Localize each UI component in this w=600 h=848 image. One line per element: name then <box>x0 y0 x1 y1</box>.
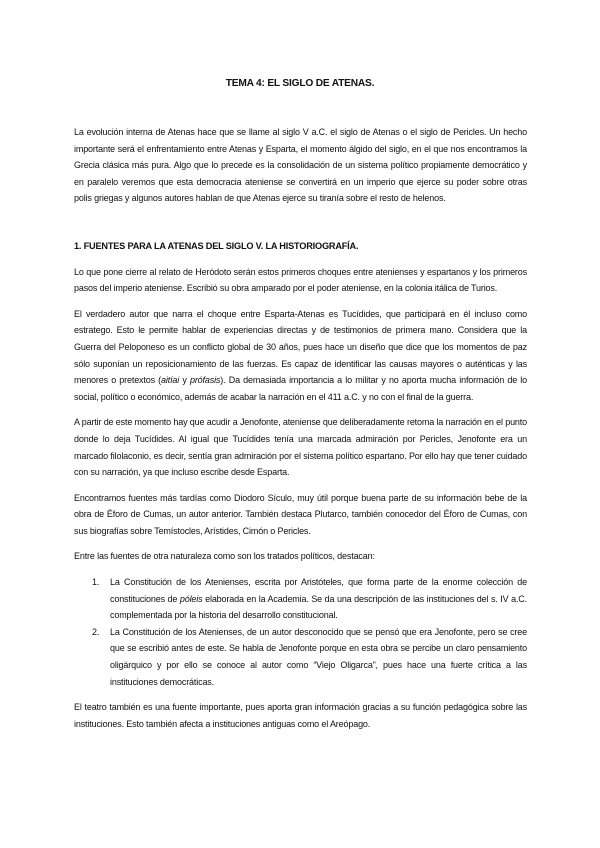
paragraph-jenofonte: A partir de este momento hay que acudir a Jenofonte, ateniense que deliberadamente retoma la narración en el punto donde lo deja Tucídides. Al igual que Tucídides tenía una marcada admiración por Pericles, Jenofonte era un marcado filolaconio, es decir, sentía gran admiración por el sistema político espartano. Por ello hay que tener cuidado con su narración, ya que incluso escribe desde Esparta. <box>74 417 527 478</box>
term-aitiai: aitíai <box>161 375 180 386</box>
paragraph-herodoto: Lo que pone cierre al relato de Heródoto serán estos primeros choques entre atenienses y espartanos y los primeros pasos del imperio ateniense. Escribió su obra amparado por el poder ateniense, en la colonia itálica de Turios. <box>74 266 527 294</box>
paragraph-diodoro: Encontramos fuentes más tardías como Diodoro Sículo, muy útil porque buena parte de su información bebe de la obra de Éforo de Cumas, un autor anterior. También destaca Plutarco, también conocedor del Éforo de Cumas, con sus biografías sobre Temístocles, Arístides, Cimón o Pericles. <box>74 492 527 536</box>
list-item <box>74 574 527 624</box>
paragraph-teatro: El teatro también es una fuente importante, pues aporta gran información gracias a su función pedagógica sobre las instituciones. Esto también afecta a instituciones antiguas como el Areópago. <box>74 702 527 729</box>
list-item <box>74 624 527 690</box>
term-poleis: póleis <box>179 593 203 604</box>
paragraph-text: y <box>179 375 190 386</box>
document-body <box>74 124 527 741</box>
paragraph-text: El verdadero autor que narra el choque entre Esparta-Atenas es Tucídides, que participará en él incluso como estratego. Esto le permite hablar de experiencias directas y de testimonios de primera mano. Considera que la Guerra del Peloponeso es un conflicto global de 30 años, pues hace un diseño que dice que los momentos de paz sólo suponían un reposicionamiento de las fuerzas. Es capaz de identificar las causas mayores o auténticas y las menores o pretextos ( <box>74 308 527 386</box>
list-number: 2. <box>92 626 100 637</box>
list-item-text: La Constitución de los Atenienses, de un autor desconocido que se pensó que era Jenofonte, pero se cree que se escribió antes de este. Se habla de Jenofonte porque en esta obra se percibe un claro pensamiento oligárquico y por ello se conoce al autor como “Viejo Oligarca”, pues hace una fuerte crítica a las instituciones democráticas. <box>110 626 527 687</box>
section-heading: 1. FUENTES PARA LA ATENAS DEL SIGLO V. LA HISTORIOGRAFÍA. <box>74 240 359 251</box>
list-item-text: elaborada en la Academia. Se da una descripción de las instituciones del s. IV a.C. complementada por la historia del desarrollo constitucional. <box>110 593 527 621</box>
list-number: 1. <box>92 577 100 588</box>
sources-list <box>74 574 527 690</box>
list-item-text: La Constitución de los Atenienses, escrita por Aristóteles, que forma parte de la enorme colección de constituciones de <box>110 577 527 604</box>
term-profasis: prófasis <box>189 375 221 386</box>
paragraph-tratados: Entre las fuentes de otra naturaleza como son los tratados políticos, destacan: <box>74 551 375 562</box>
page-title: TEMA 4: EL SIGLO DE ATENAS. <box>225 78 375 89</box>
intro-paragraph: La evolución interna de Atenas hace que se llame al siglo V a.C. el siglo de Atenas o el siglo de Pericles. Un hecho importante será el enfrentamiento entre Atenas y Esparta, el momento álgido del siglo, en el que nos encontramos la Grecia clásica más pura. Algo que lo precede es la consolidación de un sistema político propiamente democrático y en paralelo veremos que esta democracia ateniense se convertirá en un imperio que ejerce su poder sobre otras polis griegas y algunos autores hablan de que Atenas ejerce su tiranía sobre el resto de helenos. <box>74 127 527 204</box>
paragraph-text: ). Da demasiada importancia a lo militar y no aporta mucha información de lo social, político o económico, además de acabar la narración en el 411 a.C. y no con el final de la guerra. <box>74 375 527 402</box>
paragraph-tucidides <box>74 306 527 406</box>
